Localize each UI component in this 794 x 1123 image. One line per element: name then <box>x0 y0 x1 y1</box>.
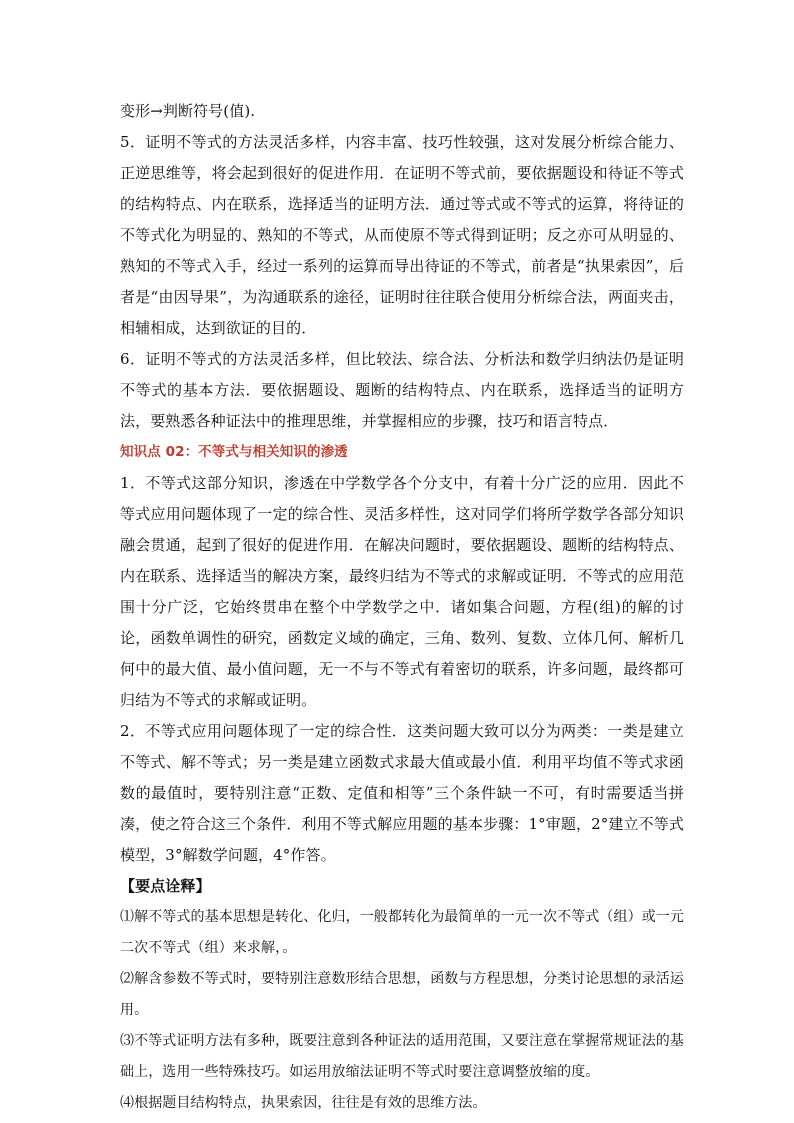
paragraph-item-1: 1．不等式这部分知识，渗透在中学数学各个分支中，有着十分广泛的应用．因此不等式应用问题体现了一定的综合性、灵活多样性，这对同学们将所学数学各部分知识融会贯通，起到了很好的促进作用．在解决问题时，要依据题设、题断的结构特点、内在联系、选择适当的解决方案，最终归结为不等式的求解或证明．不等式的应用范围十分广泛，它始终贯串在整个中学数学之中．诸如集合问题，方程(组)的解的讨论，函数单调性的研究，函数定义域的确定，三角、数列、复数、立体几何、解析几何中的最大值、最小值问题，无一不与不等式有着密切的联系，许多问题，最终都可归结为不等式的求解或证明。 <box>120 474 684 709</box>
key-point-4: ⑷根据题目结构特点，执果索因，往往是有效的思维方法。 <box>120 1095 487 1111</box>
key-point-1: ⑴解不等式的基本思想是转化、化归，一般都转化为最简单的一元一次不等式（组）或一元二次不等式（组）来求解，。 <box>120 909 684 956</box>
paragraph-item-6: 6．证明不等式的方法灵活多样，但比较法、综合法、分析法和数学归纳法仍是证明不等式的基本方法．要依据题设、题断的结构特点、内在联系，选择适当的证明方法，要熟悉各种证法中的推理思维，并掌握相应的步骤，技巧和语言特点． <box>120 350 684 430</box>
section-heading-knowledge-02: 知识点 02：不等式与相关知识的渗透 <box>120 444 348 460</box>
paragraph-transform-tail: 变形→判断符号(值). <box>120 102 256 120</box>
paragraph-item-2: 2．不等式应用问题体现了一定的综合性．这类问题大致可以分为两类：一类是建立不等式、解不等式；另一类是建立函数式求最大值或最小值．利用平均值不等式求函数的最值时，要特别注意“正数、定值和相等”三个条件缺一不可，有时需要适当拼凑，使之符合这三个条件．利用不等式解应用题的基本步骤：1°审题，2°建立不等式模型，3°解数学问题，4°作答。 <box>120 722 684 864</box>
key-point-3: ⑶不等式证明方法有多种，既要注意到各种证法的适用范围，又要注意在掌握常规证法的基础上，选用一些特殊技巧。如运用放缩法证明不等式时要注意调整放缩的度。 <box>120 1033 684 1080</box>
paragraph-item-5: 5．证明不等式的方法灵活多样，内容丰富、技巧性较强，这对发展分析综合能力、正逆思维等，将会起到很好的促进作用．在证明不等式前，要依据题设和待证不等式的结构特点、内在联系，选择适当的证明方法．通过等式或不等式的运算，将待证的不等式化为明显的、熟知的不等式，从而使原不等式得到证明；反之亦可从明显的、熟知的不等式入手，经过一系列的运算而导出待证的不等式，前者是“执果索因”，后者是“由因导果”，为沟通联系的途径，证明时往往联合使用分析综合法，两面夹击，相辅相成，达到欲证的目的． <box>120 133 684 337</box>
key-point-2: ⑵解含参数不等式时，要特别注意数形结合思想，函数与方程思想，分类讨论思想的录活运用。 <box>120 971 684 1018</box>
key-points-heading: 【要点诠释】 <box>120 877 211 895</box>
document-body <box>120 96 684 1119</box>
